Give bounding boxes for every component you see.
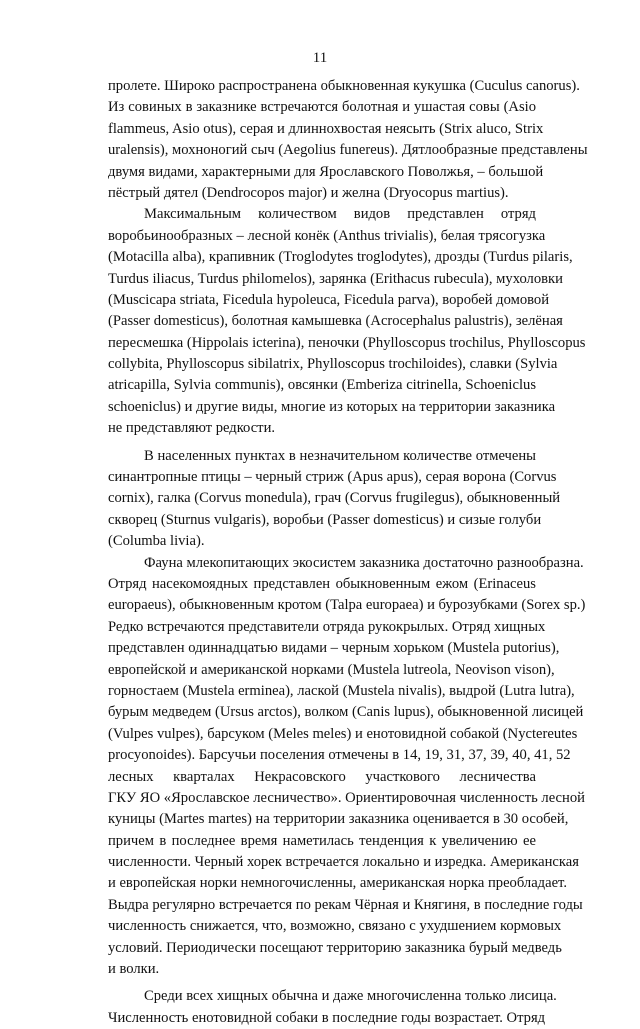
- text-line: Из совиных в заказнике встречаются болотная и ушастая совы (Asio: [108, 99, 536, 116]
- text-line: горностаем (Mustela erminea), лаской (Mustela nivalis), выдрой (Lutra lutra),: [108, 682, 575, 699]
- text-line: Выдра регулярно встречается по рекам Чёрная и Княгиня, в последние годы: [108, 896, 583, 913]
- text-line: двумя видами, характерными для Ярославского Поволжья, – большой: [108, 163, 544, 180]
- text-line: atricapilla, Sylvia communis), овсянки (Emberiza citrinella, Schoeniclus: [108, 377, 536, 394]
- text-line: (Columba livia).: [108, 533, 205, 550]
- text-line: Редко встречаются представители отряда рукокрылых. Отряд хищных: [108, 618, 546, 635]
- text-line: collybita, Phylloscopus sibilatrix, Phylloscopus trochiloides), славки (Sylvia: [108, 356, 558, 373]
- text-line: procyonoides). Барсучьи поселения отмечены в 14, 19, 31, 37, 39, 40, 41, 52: [108, 747, 571, 764]
- text-line: europaeus), обыкновенным кротом (Talpa europaea) и бурозубками (Sorex sp.): [108, 597, 586, 614]
- text-line: schoeniclus) и другие виды, многие из которых на территории заказника: [108, 398, 556, 415]
- body-text: [108, 76, 588, 1029]
- text-line: Отряд насекомоядных представлен обыкновенным ежом (Erinaceus: [108, 575, 536, 592]
- text-line: uralensis), мохноногий сыч (Aegolius funereus). Дятлообразные представлены: [108, 142, 588, 159]
- page-number: 11: [312, 50, 328, 66]
- text-line: куницы (Martes martes) на территории заказника оценивается в 30 особей,: [108, 811, 569, 828]
- text-line: (Passer domesticus), болотная камышевка (Acrocephalus palustris), зелёная: [108, 313, 563, 330]
- text-line: Turdus iliacus, Turdus philomelos), зарянка (Erithacus rubecula), мухоловки: [108, 270, 563, 287]
- text-line: синантропные птицы – черный стриж (Apus apus), серая ворона (Corvus: [108, 469, 557, 486]
- text-line: ГКУ ЯО «Ярославское лесничество». Ориентировочная численность лесной: [108, 789, 585, 806]
- text-line: не представляют редкости.: [108, 420, 276, 437]
- text-line: условий. Периодически посещают территорию заказника бурый медведь: [108, 939, 562, 956]
- text-line: и европейская норки немногочисленны, американская норка преобладает.: [108, 875, 567, 892]
- text-line: представлен одиннадцатью видами – черным хорьком (Mustela putorius),: [108, 640, 560, 657]
- text-line: и волки.: [108, 961, 160, 978]
- text-line: пересмешка (Hippolais icterina), пеночки (Phylloscopus trochilus, Phylloscopus: [108, 334, 586, 351]
- text-line: пролете. Широко распространена обыкновенная кукушка (Cuculus canorus).: [108, 78, 580, 94]
- paragraph-first-line: Максимальным количеством видов представлен отряд: [144, 206, 536, 223]
- text-line: бурым медведем (Ursus arctos), волком (Canis lupus), обыкновенной лисицей: [108, 704, 584, 721]
- text-line: воробьинообразных – лесной конёк (Anthus trivialis), белая трясогузка: [108, 227, 546, 244]
- text-line: (Vulpes vulpes), барсуком (Meles meles) и енотовидной собакой (Nyctereutes: [108, 725, 578, 742]
- text-line: пёстрый дятел (Dendrocopos major) и желна (Dryocopus martius).: [108, 184, 509, 201]
- paragraph-first-line: В населенных пунктах в незначительном количестве отмечены: [144, 447, 536, 464]
- text-line: численности. Черный хорек встречается локально и изредка. Американская: [108, 854, 579, 871]
- text-line: лесных кварталах Некрасовского участкового лесничества: [108, 768, 536, 785]
- text-line: причем в последнее время наметилась тенденция к увеличению ее: [108, 832, 536, 849]
- text-line: cornix), галка (Corvus monedula), грач (Corvus frugilegus), обыкновенный: [108, 490, 561, 507]
- text-line: flammeus, Asio otus), серая и длиннохвостая неясыть (Strix aluco, Strix: [108, 120, 544, 137]
- text-line: Численность енотовидной собаки в последние годы возрастает. Отряд: [108, 1009, 546, 1026]
- text-line: скворец (Sturnus vulgaris), воробьи (Passer domesticus) и сизые голуби: [108, 511, 542, 528]
- paragraph-first-line: Фауна млекопитающих экосистем заказника достаточно разнообразна.: [144, 554, 584, 571]
- text-line: (Motacilla alba), крапивник (Troglodytes troglodytes), дрозды (Turdus pilaris,: [108, 249, 573, 266]
- paragraph-first-line: Среди всех хищных обычна и даже многочисленна только лисица.: [144, 988, 557, 1005]
- text-line: численность снижается, что, возможно, связано с ухудшением кормовых: [108, 918, 562, 935]
- text-line: европейской и американской норками (Mustela lutreola, Neovison vison),: [108, 661, 555, 678]
- text-line: (Muscicapa striata, Ficedula hypoleuca, Ficedula parva), воробей домовой: [108, 291, 550, 308]
